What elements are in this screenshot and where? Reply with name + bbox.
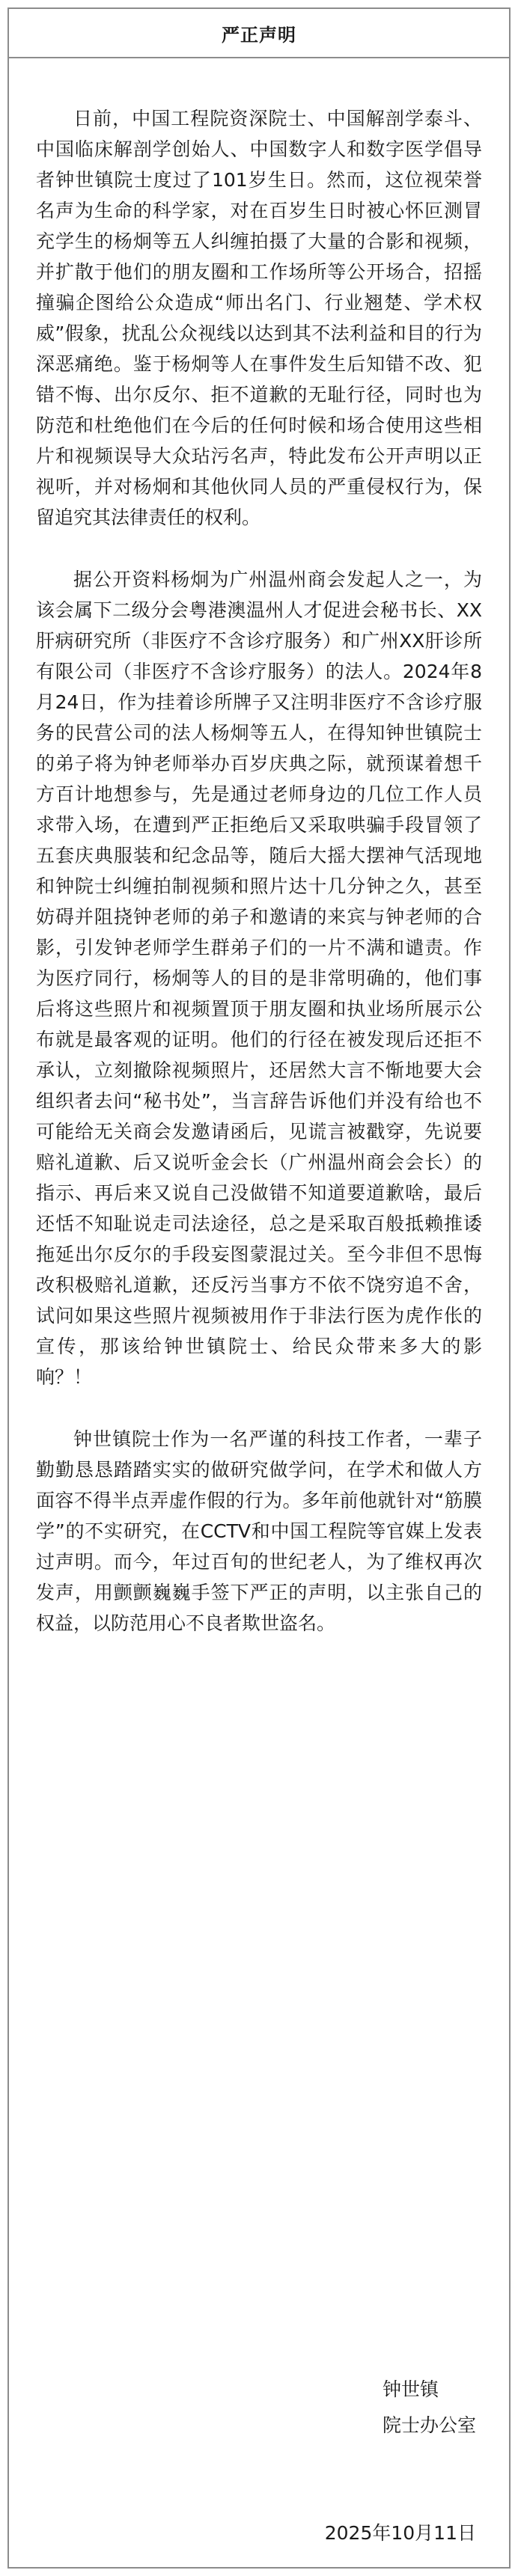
title-bar: [9, 9, 509, 58]
statement-date: 2025年10月11日: [324, 2522, 476, 2544]
paragraph-2: 据公开资料杨炯为广州温州商会发起人之一，为该会属下二级分会粤港澳温州人才促进会秘书长、XX肝病研究所（非医疗不含诊疗服务）和广州XX肝诊所有限公司（非医疗不含诊疗服务）的法人。2024年8月24日，作为挂着诊所牌子又注明非医疗不含诊疗服务的民营公司的法人杨炯等五人，在得知钟世镇院士的弟子将为钟老师举办百岁庆典之际，就预谋着想千方百计地想参与，先是通过老师身边的几位工作人员求带入场，在遭到严正拒绝后又采取哄骗手段冒领了五套庆典服装和纪念品等，随后大摇大摆神气活现地和钟院士纠缠拍制视频和照片达十几分钟之久，甚至妨碍并阻挠钟老师的弟子和邀请的来宾与钟老师的合影，引发钟老师学生群弟子们的一片不满和谴责。作为医疗同行，杨炯等人的目的是非常明确的，他们事后将这些照片和视频置顶于朋友圈和执业场所展示公布就是最客观的证明。他们的行径在被发现后还拒不承认，立刻撤除视频照片，还居然大言不惭地要大会组织者去问“秘书处”，当言辞告诉他们并没有给也不可能给无关商会发邀请函后，见谎言被戳穿，先说要赔礼道歉、后又说听金会长（广州温州商会会长）的指示、再后来又说自己没做错不知道要道歉啥，最后还恬不知耻说走司法途径，总之是采取百般抵赖推诿拖延出尔反尔的手段妄图蒙混过关。至今非但不思悔改积极赔礼道歉，还反污当事方不依不饶穷追不舍，试问如果这些照片视频被用作于非法行医为虎作伥的宣传，那该给钟世镇院士、给民众带来多大的影响？！: [36, 569, 482, 1388]
signature-office: 院士办公室: [382, 2414, 476, 2436]
signature-block: [383, 2372, 476, 2444]
signature-name: 钟世镇: [382, 2378, 439, 2400]
paragraph-1: 日前，中国工程院资深院士、中国解剖学泰斗、中国临床解剖学创始人、中国数字人和数字医学倡导者钟世镇院士度过了101岁生日。然而，这位视荣誉名声为生命的科学家，对在百岁生日时被心怀叵测冒充学生的杨炯等五人纠缠拍摄了大量的合影和视频，并扩散于他们的朋友圈和工作场所等公开场合，招摇撞骗企图给公众造成“师出名门、行业翘楚、学术权威”假象，扰乱公众视线以达到其不法利益和目的行为深恶痛绝。鉴于杨炯等人在事件发生后知错不改、犯错不悔、出尔反尔、拒不道歉的无耻行径，同时也为防范和杜绝他们在今后的任何时候和场合使用这些相片和视频误导大众玷污名声，特此发布公开声明以正视听，并对杨炯和其他伙同人员的严重侵权行为，保留追究其法律责任的权利。: [36, 108, 482, 528]
statement-body: [9, 58, 509, 1639]
paragraph-3: 钟世镇院士作为一名严谨的科技工作者，一辈子勤勤恳恳踏踏实实的做研究做学问，在学术和做人方面容不得半点弄虚作假的行为。多年前他就针对“筋膜学”的不实研究，在CCTV和中国工程院等官媒上发表过声明。而今，年过百旬的世纪老人，为了维权再次发声，用颤颤巍巍手签下严正的声明，以主张自己的权益，以防范用心不良者欺世盗名。: [36, 1428, 482, 1634]
page-title: 严正声明: [222, 24, 296, 46]
statement-frame: [7, 7, 511, 2569]
